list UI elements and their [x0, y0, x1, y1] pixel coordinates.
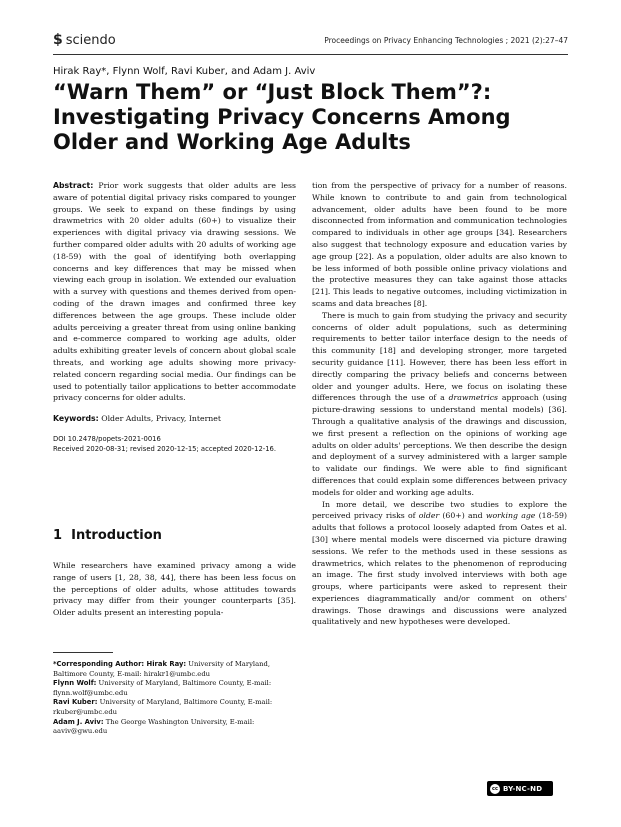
left-column — [53, 180, 296, 454]
author-list: Hirak Ray*, Flynn Wolf, Ravi Kuber, and Adam J. Aviv — [53, 66, 316, 77]
keywords — [53, 413, 296, 425]
footnote-item: *Corresponding Author: Hirak Ray: University of Maryland, Baltimore County, E-mail: hirakr1@umbc.edu — [53, 660, 271, 678]
page-header — [53, 30, 568, 52]
right-column — [312, 180, 567, 628]
sciendo-s-icon: $ — [53, 32, 63, 48]
footnote-rule — [53, 652, 113, 653]
publisher-name: sciendo — [65, 32, 116, 48]
publisher-logo — [53, 32, 116, 48]
abstract-label: Abstract: — [53, 181, 94, 190]
license-text: BY-NC-ND — [503, 784, 543, 793]
author-footnotes — [53, 660, 296, 737]
abstract-text: Prior work suggests that older adults are less aware of potential digital privacy risks compared to younger groups. We seek to expand on these findings by using drawmetrics with 20 older adults (60+) to visualize their experiences with digital privacy via drawing sessions. We further compared older adults with 20 adults of working age (18-59) with the goal of identifying both overlapping concerns and key differences that may be missed when viewing each group in isolation. We extended our evaluation with a survey with questions and themes derived from open-coding of the drawn images and confirmed three key differences between the age groups. These include older adults perceiving a greater threat from using online banking and e-commerce compared to working age adults, older adults exhibiting greater levels of concern about global scale threats, and working age adults showing more privacy-related concern regarding social media. Our findings can be used to potentially tailor applications to better accommodate privacy concerns for older adults. — [53, 181, 296, 403]
abstract — [53, 180, 296, 404]
cc-license-badge — [487, 781, 553, 796]
footnote-item: Ravi Kuber: University of Maryland, Baltimore County, E-mail: rkuber@umbc.edu — [53, 698, 273, 716]
section-heading-introduction — [53, 528, 162, 543]
received-line: Received 2020-08-31; revised 2020-12-15; accepted 2020-12-16. — [53, 444, 277, 453]
paper-title: “Warn Them” or “Just Block Them”?: Investigating Privacy Concerns Among Older and Working Age Adults — [53, 80, 511, 154]
doi-line: DOI 10.2478/popets-2021-0016 — [53, 434, 161, 443]
creative-commons-icon: cc — [490, 784, 500, 794]
journal-citation: Proceedings on Privacy Enhancing Technologies ; 2021 (2):27–47 — [324, 36, 568, 45]
section-title: Introduction — [71, 528, 162, 543]
intro-paragraph-1: tion from the perspective of privacy for a number of reasons. While known to contribute to and gain from technological advancement, older adults have been found to be more disconnected from information and communication technologies compared to individuals in other age groups [34]. Researchers also suggest that technology exposure and education varies by age group [22]. As a population, older adults are also known to be less informed of both possible online privacy violations and the protective measures they can take against those attacks [21]. This leads to negative outcomes, including victimization in scams and data breaches [8]. — [312, 181, 567, 308]
keywords-text: Older Adults, Privacy, Internet — [101, 414, 221, 424]
section-number: 1 — [53, 528, 63, 543]
intro-paragraph: While researchers have examined privacy among a wide range of users [1, 28, 38, 44], there has been less focus on the perceptions of older adults, whose attitudes towards privacy may differ from their younger counterparts [35]. Older adults present an interesting popula- — [53, 561, 296, 618]
intro-paragraph-3: In more detail, we describe two studies to explore the perceived privacy risks of older (60+) and working age (18-59) adults that follows a protocol loosely adapted from Oates et al. [30] where mental models were discerned via picture drawing sessions. We refer to the methods used in these sessions as drawmetrics, which relates to the phenomenon of reproducing an image. The first study involved interviews with both age groups, where participants were asked to represent their experiences diagrammatically and/or comment on others' drawings. Those drawings and discussions were analyzed qualitatively and new hypotheses were developed. — [312, 499, 568, 627]
intro-left-text — [53, 560, 296, 619]
header-rule — [53, 54, 568, 55]
intro-paragraph-2: There is much to gain from studying the privacy and security concerns of older adult populations, such as determining requirements to better tailor interface design to the needs of this community [18] and developing stronger, more targeted security guidance [11]. However, there has been less effort in directly comparing the privacy beliefs and concerns between older and younger adults. Here, we focus on isolating these differences through the use of a drawmetrics approach (using picture-drawing sessions to understand mental models) [36]. Through a qualitative analysis of the drawings and discussion, we first present a reflection on the opinions of working age adults on older adults' perceptions. We then describe the design and deployment of a survey administered with a larger sample to validate our findings. We were able to find significant differences that could explain some differences between privacy models for older and working age adults. — [312, 310, 568, 497]
footnote-item: Flynn Wolf: University of Maryland, Baltimore County, E-mail: flynn.wolf@umbc.edu — [53, 679, 272, 697]
keywords-label: Keywords: — [53, 414, 99, 424]
footnote-item: Adam J. Aviv: The George Washington University, E-mail: aaviv@gwu.edu — [53, 717, 255, 736]
